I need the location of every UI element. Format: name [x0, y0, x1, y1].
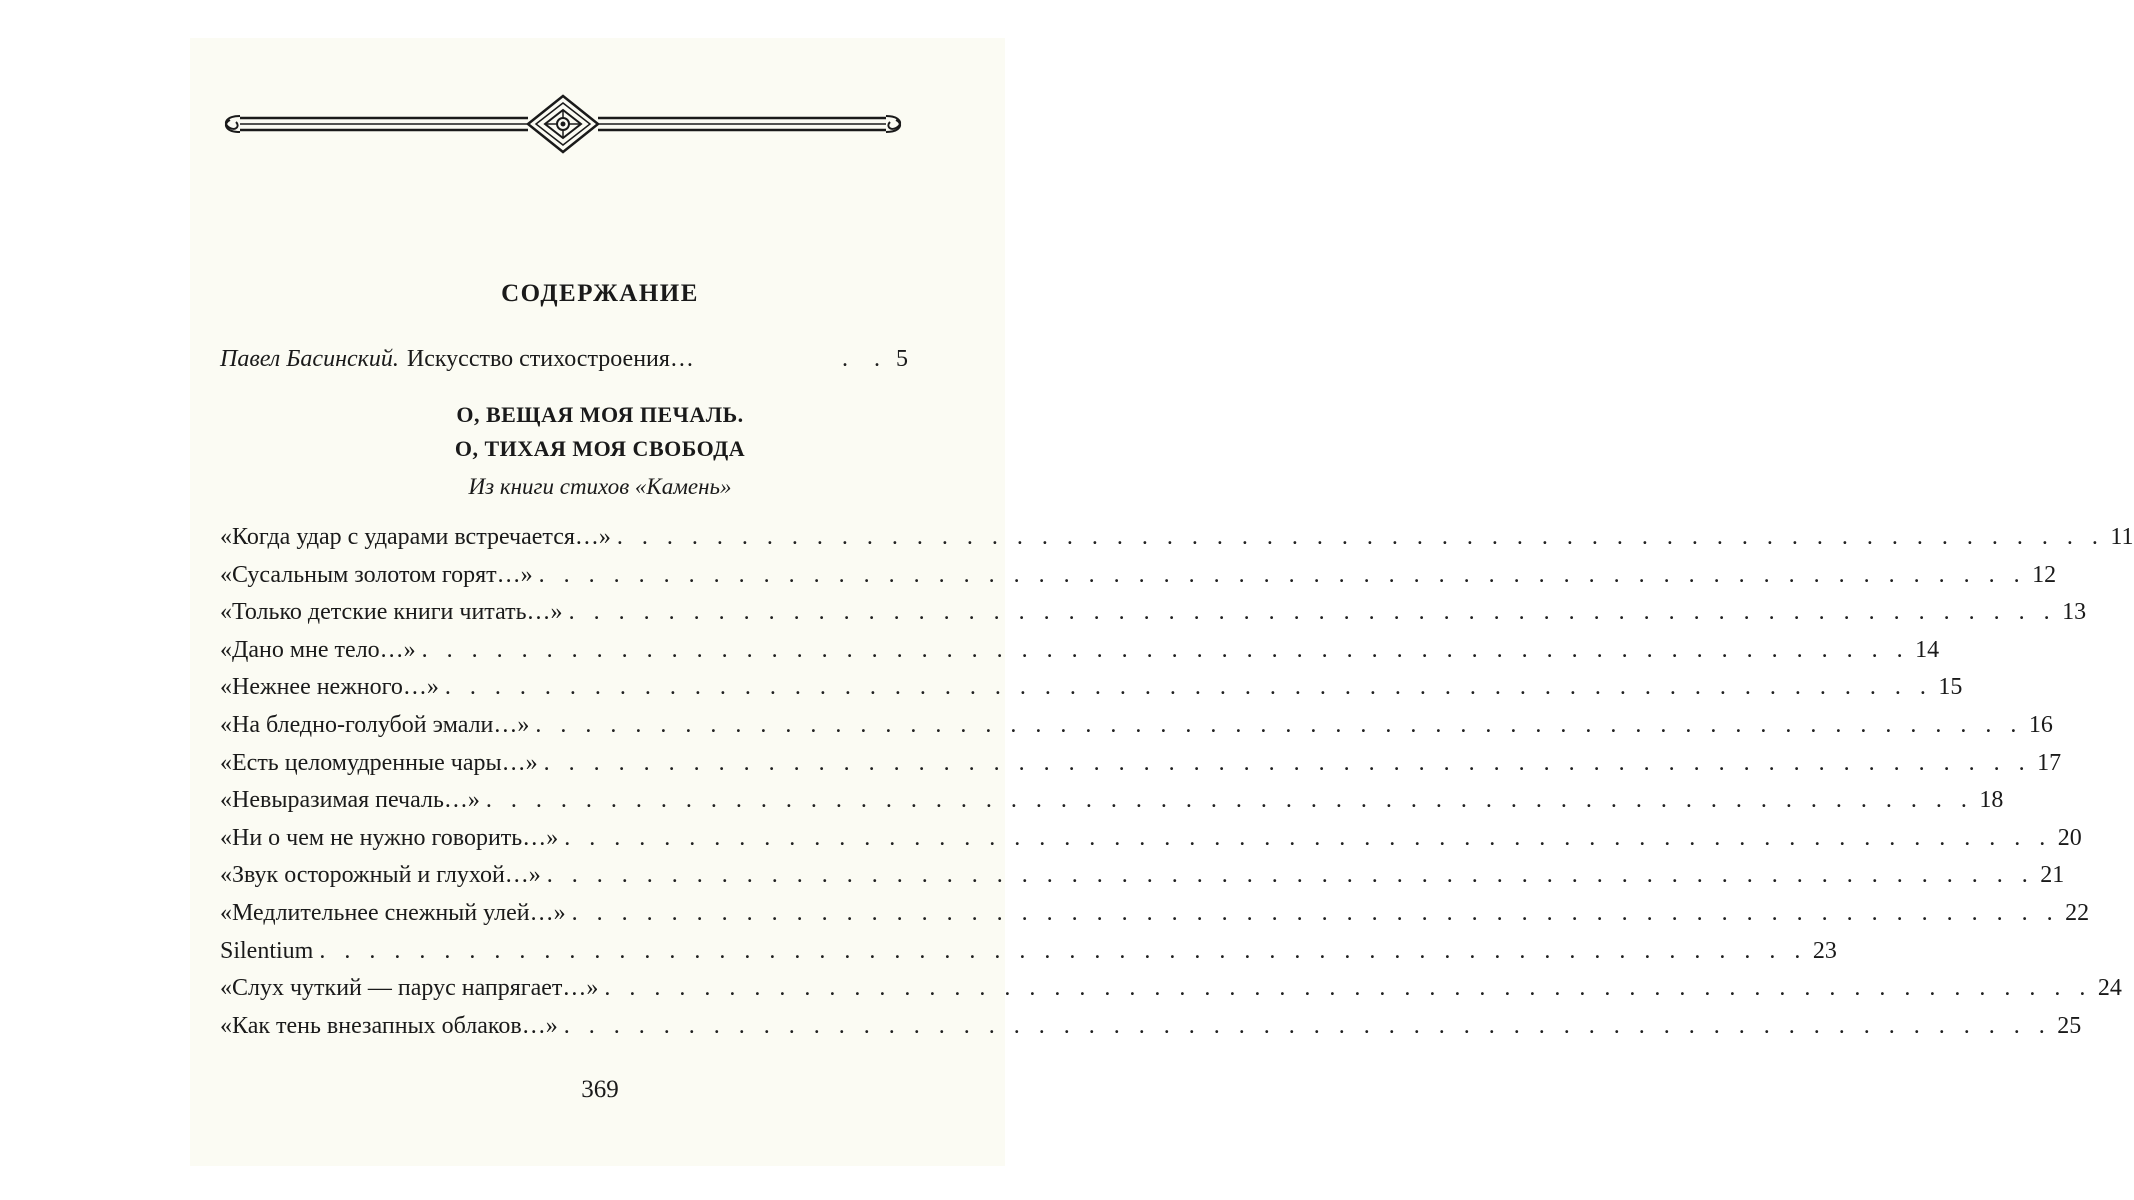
entry-page-number: 13 — [2062, 599, 2087, 626]
leader-dots: . . . . . . . . . . . . . . . . . . . . . . . . . . . . . . . . . . . . . . . . . . . . . . . . . . . . . . . . . . . . — [485, 787, 1974, 814]
entry-page-number: 24 — [2097, 975, 2122, 1002]
entry-page-number: 23 — [1812, 937, 1837, 964]
leader-dots: . . . . . . . . . . . . . . . . . . . . . . . . . . . . . . . . . . . . . . . . . . . . . . . . . . . . . . . . . . . . — [571, 900, 2060, 926]
intro-page-number: 5 — [896, 346, 908, 372]
entry-title: «Только детские книги читать…» — [220, 599, 563, 626]
leader-dots: . . . . . . . . . . . . . . . . . . . . . . . . . . . . . . . . . . . . . . . . . . . . . . . . . . . . . . . . . . . . — [563, 1012, 2052, 1039]
leader-dots: . . . . . . . . . . . . . . . . . . . . . . . . . . . . . . . . . . . . . . . . . . . . . . . . . . . . . . . . . . . . — [535, 712, 2023, 738]
leader-dots: . . . . . . . . . . . . . . . . . . . . . . . . . . . . . . . . . . . . . . . . . . . . . . . . . . . . . . . . . . . . — [319, 937, 1807, 964]
intro-title: Искусство стихостроения… — [406, 346, 694, 372]
entry-title: «Невыразимая печаль…» — [220, 787, 480, 814]
section-heading-line-2: О, ТИХАЯ МОЯ СВОБОДА — [454, 436, 746, 461]
section-heading-line-1: О, ВЕЩАЯ МОЯ ПЕЧАЛЬ. — [456, 402, 744, 427]
leader-dots: . . — [842, 346, 890, 372]
contents-title: СОДЕРЖАНИЕ — [501, 280, 699, 307]
toc-entry[interactable] — [220, 820, 2082, 856]
leader-dots: . . . . . . . . . . . . . . . . . . . . . . . . . . . . . . . . . . . . . . . . . . . . . . . . . . . . . . . . . . . . — [604, 975, 2092, 1002]
entry-title: «Нежнее нежного…» — [220, 674, 439, 701]
toc-entry[interactable] — [220, 594, 2087, 630]
entry-page-number: 16 — [2028, 712, 2053, 738]
toc-entry[interactable] — [220, 557, 2057, 593]
entry-page-number: 17 — [2037, 749, 2062, 776]
entry-title: «Как тень внезапных облаков…» — [220, 1012, 558, 1039]
entry-page-number: 21 — [2040, 862, 2065, 889]
leader-dots: . . . . . . . . . . . . . . . . . . . . . . . . . . . . . . . . . . . . . . . . . . . . . . . . . . . . . . . . . . . . — [546, 862, 2035, 889]
entry-page-number: 15 — [1938, 674, 1963, 701]
toc-entry[interactable] — [220, 857, 2065, 893]
leader-dots: . . . . . . . . . . . . . . . . . . . . . . . . . . . . . . . . . . . . . . . . . . . . . . . . . . . . . . . . . . . . — [568, 599, 2057, 626]
entry-page-number: 14 — [1915, 636, 1940, 663]
toc-entry[interactable] — [220, 669, 1963, 705]
entry-title: «Когда удар с ударами встречается…» — [220, 524, 611, 550]
toc-entry[interactable] — [220, 970, 2122, 1006]
intro-author: Павел Басинский. — [220, 346, 399, 372]
leader-dots: . . . . . . . . . . . . . . . . . . . . . . . . . . . . . . . . . . . . . . . . . . . . . . . . . . . . . . . . . . . . — [421, 636, 1910, 663]
entry-title: «Есть целомудренные чары…» — [220, 749, 538, 776]
toc-entry[interactable] — [220, 933, 1837, 969]
entry-page-number: 11 — [2110, 524, 2134, 550]
decorative-ornament — [218, 94, 908, 154]
entry-title: «Звук осторожный и глухой…» — [220, 862, 541, 889]
entry-title: «Сусальным золотом горят…» — [220, 561, 533, 588]
entry-title: «Слух чуткий — парус напрягает…» — [220, 975, 599, 1002]
leader-dots: . . . . . . . . . . . . . . . . . . . . . . . . . . . . . . . . . . . . . . . . . . . . . . . . . . . . . . . . . . . . — [616, 524, 2105, 550]
toc-entry[interactable] — [220, 1008, 2082, 1044]
entry-page-number: 18 — [1979, 787, 2004, 814]
toc-entry[interactable] — [220, 519, 2134, 555]
entry-page-number: 25 — [2057, 1012, 2082, 1039]
section-subtitle: Из книги стихов «Камень» — [468, 474, 732, 499]
toc-entry[interactable] — [220, 707, 2053, 743]
toc-entry[interactable] — [220, 895, 2090, 931]
entry-page-number: 20 — [2057, 824, 2082, 851]
leader-dots: . . . . . . . . . . . . . . . . . . . . . . . . . . . . . . . . . . . . . . . . . . . . . . . . . . . . . . . . . . . . — [538, 561, 2027, 588]
leader-dots: . . . . . . . . . . . . . . . . . . . . . . . . . . . . . . . . . . . . . . . . . . . . . . . . . . . . . . . . . . . . — [564, 824, 2052, 851]
entry-title: «Дано мне тело…» — [220, 636, 416, 663]
entry-page-number: 12 — [2032, 561, 2057, 588]
toc-entry[interactable] — [220, 745, 2062, 781]
page-number: 369 — [581, 1076, 619, 1103]
toc-entry[interactable] — [220, 632, 1940, 668]
leader-dots: . . . . . . . . . . . . . . . . . . . . . . . . . . . . . . . . . . . . . . . . . . . . . . . . . . . . . . . . . . . . — [543, 749, 2032, 776]
entry-title: Silentium — [220, 937, 314, 964]
entry-title: «Медлительнее снежный улей…» — [220, 900, 566, 926]
leader-dots: . . . . . . . . . . . . . . . . . . . . . . . . . . . . . . . . . . . . . . . . . . . . . . . . . . . . . . . . . . . . — [444, 674, 1933, 701]
toc-entry-intro[interactable] — [220, 341, 908, 377]
entry-title: «На бледно-голубой эмали…» — [220, 712, 530, 738]
entry-page-number: 22 — [2065, 900, 2090, 926]
entry-title: «Ни о чем не нужно говорить…» — [220, 824, 559, 851]
toc-entry[interactable] — [220, 782, 2004, 818]
